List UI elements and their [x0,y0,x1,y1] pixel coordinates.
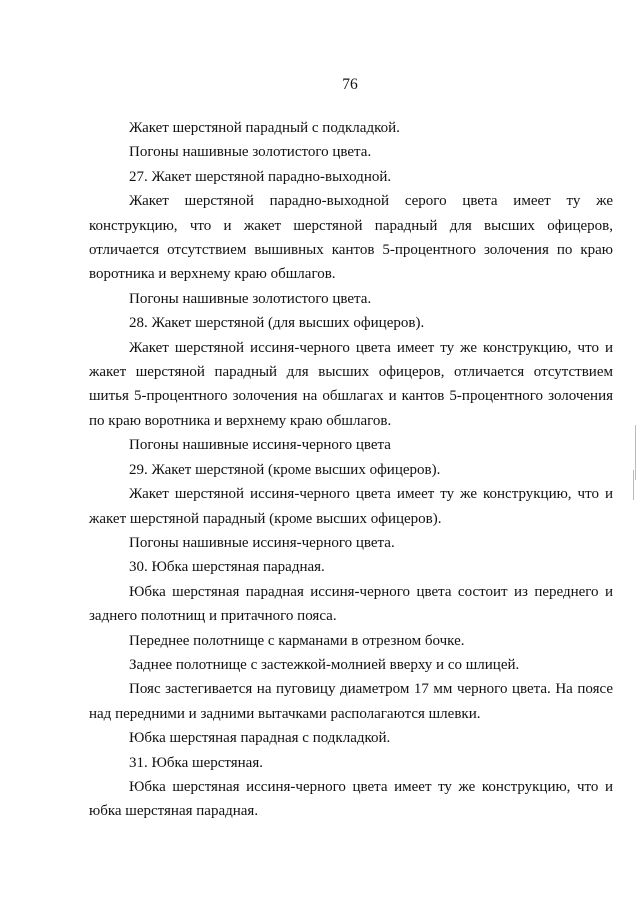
paragraph: Жакет шерстяной иссиня-черного цвета имеет ту же конструкцию, что и жакет шерстяной парадный для высших офицеров, отличается отсутствием шитья 5-процентного золочения на обшлагах и кантов 5-процентного золочения по краю воротника и верхнему краю обшлагов. [89,339,613,429]
paragraph: Юбка шерстяная парадная иссиня-черного цвета состоит из переднего и заднего полотнищ и притачного пояса. [89,583,613,625]
paragraph: Заднее полотнище с застежкой-молнией вверху и со шлицей. [129,656,520,673]
paragraph: Погоны нашивные иссиня-черного цвета. [129,534,395,551]
section-heading: 29. Жакет шерстяной (кроме высших офицеров). [129,461,441,478]
scan-edge-mark [635,425,636,480]
section-heading: 31. Юбка шерстяная. [129,754,263,771]
scan-edge-mark [633,470,634,500]
paragraph: Погоны нашивные иссиня-черного цвета [129,437,391,454]
paragraph: Жакет шерстяной парадный с подкладкой. [129,120,400,136]
paragraph: Юбка шерстяная иссиня-черного цвета имеет ту же конструкцию, что и юбка шерстяная парадная. [89,778,613,820]
page-number: 76 [342,76,358,93]
document-body [89,116,613,824]
paragraph: Пояс застегивается на пуговицу диаметром 17 мм черного цвета. На поясе над передними и задними вытачками располагаются шлевки. [89,681,613,722]
paragraph: Юбка шерстяная парадная с подкладкой. [129,730,391,747]
paragraph: Переднее полотнище с карманами в отрезном бочке. [129,632,465,649]
section-heading: 28. Жакет шерстяной (для высших офицеров). [129,315,425,332]
section-heading: 27. Жакет шерстяной парадно-выходной. [129,168,392,185]
paragraph: Жакет шерстяной парадно-выходной серого цвета имеет ту же конструкцию, что и жакет шерстяной парадный для высших офицеров, отличается отсутствием вышивных кантов 5-процентного золочения по краю воротника и верхнему краю обшлагов. [89,193,613,283]
section-heading: 30. Юбка шерстяная парадная. [129,559,325,576]
paragraph: Жакет шерстяной иссиня-черного цвета имеет ту же конструкцию, что и жакет шерстяной парадный (кроме высших офицеров). [89,486,613,527]
paragraph: Погоны нашивные золотистого цвета. [129,144,372,161]
paragraph: Погоны нашивные золотистого цвета. [129,290,372,307]
